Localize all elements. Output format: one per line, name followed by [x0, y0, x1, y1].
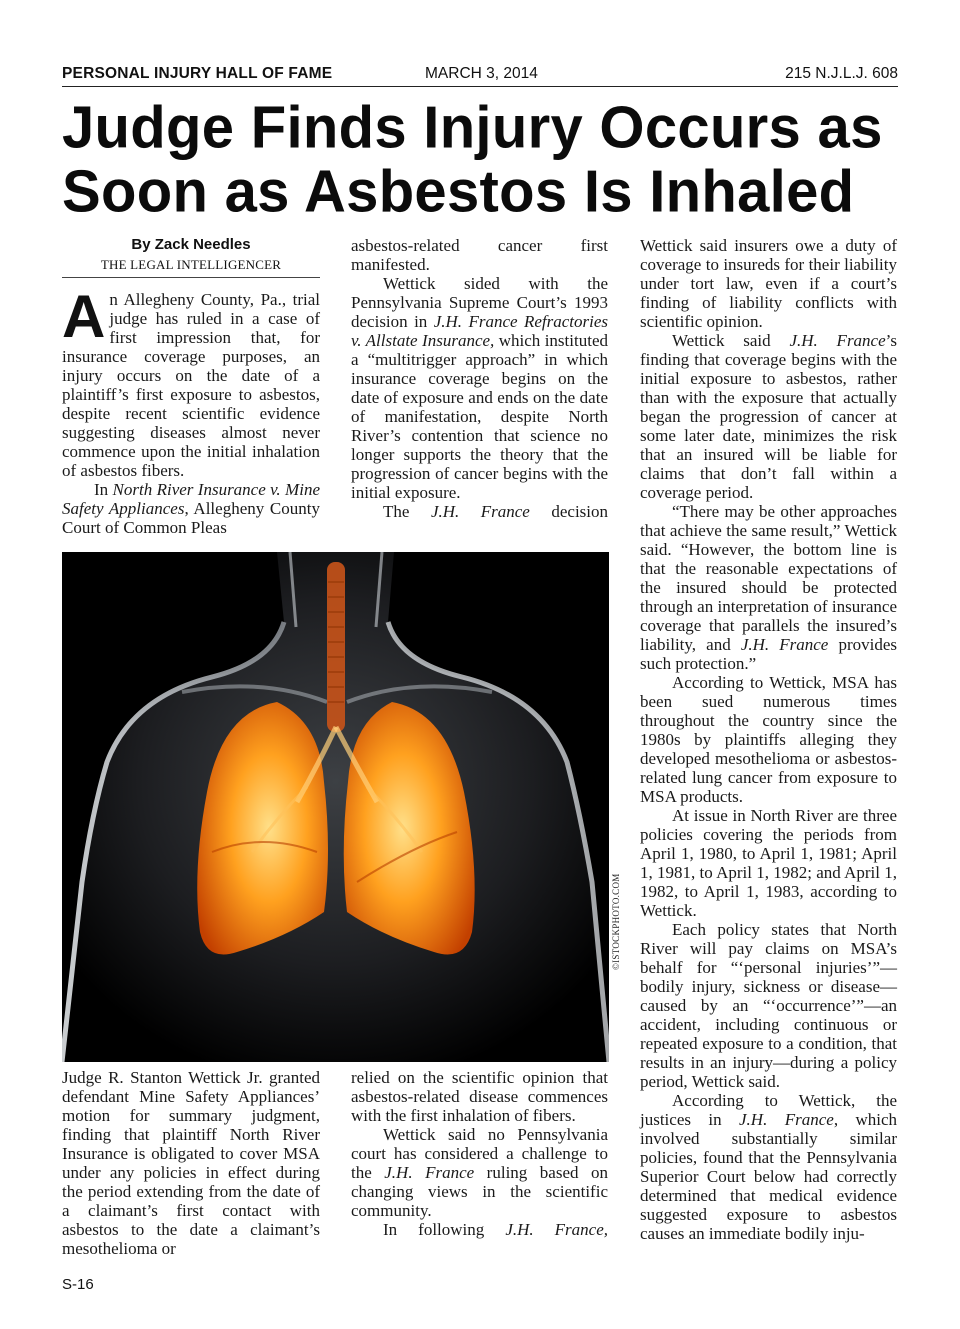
issue-date: MARCH 3, 2014 — [425, 65, 538, 82]
section-title: PERSONAL INJURY HALL OF FAME — [62, 65, 333, 82]
paragraph: “There may be other approaches that achieve the same result,” Wettick said. “However, the bottom line is that the reasonable expectations of the insured should be protected through an interpretation of insurance coverage that parallels the insured’s liability, and J.H. France provides such protection.” — [640, 502, 898, 673]
page-number: S-16 — [62, 1276, 94, 1293]
case-name: J.H. France Refractories v. Allstate Insurance, — [351, 312, 608, 350]
photo-credit: ©ISTOCKPHOTO.COM — [611, 873, 621, 970]
paragraph: Judge R. Stanton Wettick Jr. granted defendant Mine Safety Appliances’ motion for summary judgment, finding that plaintiff North River Insurance is obligated to cover MSA under any policies in effect during the period extending from the date of a claimant’s first contact with asbestos to the date a claimant’s mesothelioma or — [62, 1068, 320, 1258]
author-byline: By Zack Needles — [131, 236, 251, 253]
column-1-bottom — [62, 1068, 320, 1258]
paragraph: Wettick sided with the Pennsylvania Supreme Court’s 1993 decision in J.H. France Refractories v. Allstate Insurance, which instituted a “multitrigger approach” in which insurance coverage begins on the date of exposure and ends on the date of manifestation, despite North River’s contention that science no longer supports the theory that the progression of cancer begins with the initial exposure. — [351, 274, 608, 502]
citation: 215 N.J.L.J. 608 — [785, 65, 898, 82]
case-name: J.H. France — [740, 635, 829, 654]
headline-line-1: Judge Finds Injury Occurs as — [62, 93, 883, 161]
byline-block — [62, 236, 320, 278]
article-headline — [62, 93, 922, 225]
column-2-bottom — [351, 1068, 608, 1239]
paragraph: relied on the scientific opinion that asbestos-related disease commences with the first inhalation of fibers. — [351, 1068, 608, 1125]
publication-name: THE LEGAL INTELLIGENCER — [100, 257, 282, 272]
running-header — [62, 64, 898, 87]
case-name: J.H. France — [789, 331, 886, 350]
paragraph: The J.H. France decision — [383, 502, 609, 521]
paragraph: In following J.H. France, — [383, 1220, 608, 1239]
case-name: J.H. France, — [505, 1220, 608, 1239]
column-2-top — [351, 236, 608, 521]
column-1-top — [62, 283, 320, 537]
case-name: J.H. France — [739, 1110, 834, 1129]
case-name: J.H. France — [384, 1163, 475, 1182]
paragraph: Wettick said insurers owe a duty of coverage to insureds for their liability under tort law, even if a court’s finding of liability conflicts with scientific opinion. — [640, 236, 897, 331]
drop-cap: A — [62, 283, 106, 350]
paragraph: In North River Insurance v. Mine Safety Appliances, Allegheny County Court of Common Pleas — [62, 480, 320, 537]
paragraph: According to Wettick, the justices in J.H. France, which involved substantially similar policies, found that the Pennsylvania Superior Court below had correctly determined that medical evidence suggested exposure to asbestos causes an immediate bodily inju- — [640, 1091, 897, 1243]
paragraph: asbestos-related cancer first manifested. — [351, 236, 608, 274]
lungs-photo — [62, 552, 609, 1062]
paragraph: At issue in North River are three policies covering the periods from April 1, 1980, to April 1, 1981; April 1, 1981, to April 1, 1982; and April 1, 1982, to April 1, 1983, according to Wettick. — [640, 806, 897, 920]
lead-paragraph: An Allegheny County, Pa., trial judge has ruled in a case of first impression that, for insurance coverage purposes, an injury occurs on the date of a plaintiff’s first exposure to asbestos, despite recent scientific evidence suggesting diseases almost never commence upon the initial inhalation of asbestos fibers. — [62, 283, 320, 480]
headline-line-2: Soon as Asbestos Is Inhaled — [62, 157, 855, 225]
paragraph: According to Wettick, MSA has been sued numerous times throughout the country since the 1980s by plaintiffs alleging they developed mesothelioma or asbestos-related lung cancer from exposure to MSA products. — [640, 673, 897, 806]
paragraph: Wettick said J.H. France’s finding that coverage begins with the initial exposure to asbestos, rather than with the exposure that actually began the progression of cancer at some later date, minimizes the risk that an insured will be liable for claims that don’t fall within a coverage period. — [640, 331, 897, 502]
case-name: J.H. France — [430, 502, 530, 521]
paragraph: Wettick said no Pennsylvania court has considered a challenge to the J.H. France ruling based on changing views in the scientific community. — [351, 1125, 608, 1220]
column-3 — [640, 236, 897, 1243]
paragraph: Each policy states that North River will pay claims on MSA’s behalf for “‘personal injuries’”—bodily injury, sickness or disease—caused by an “‘occurrence’”—an accident, including continuous or repeated exposure to a condition, that results in an injury—during a policy period, Wettick said. — [640, 920, 897, 1091]
case-name: North River Insurance v. Mine Safety Appliances — [62, 480, 320, 518]
